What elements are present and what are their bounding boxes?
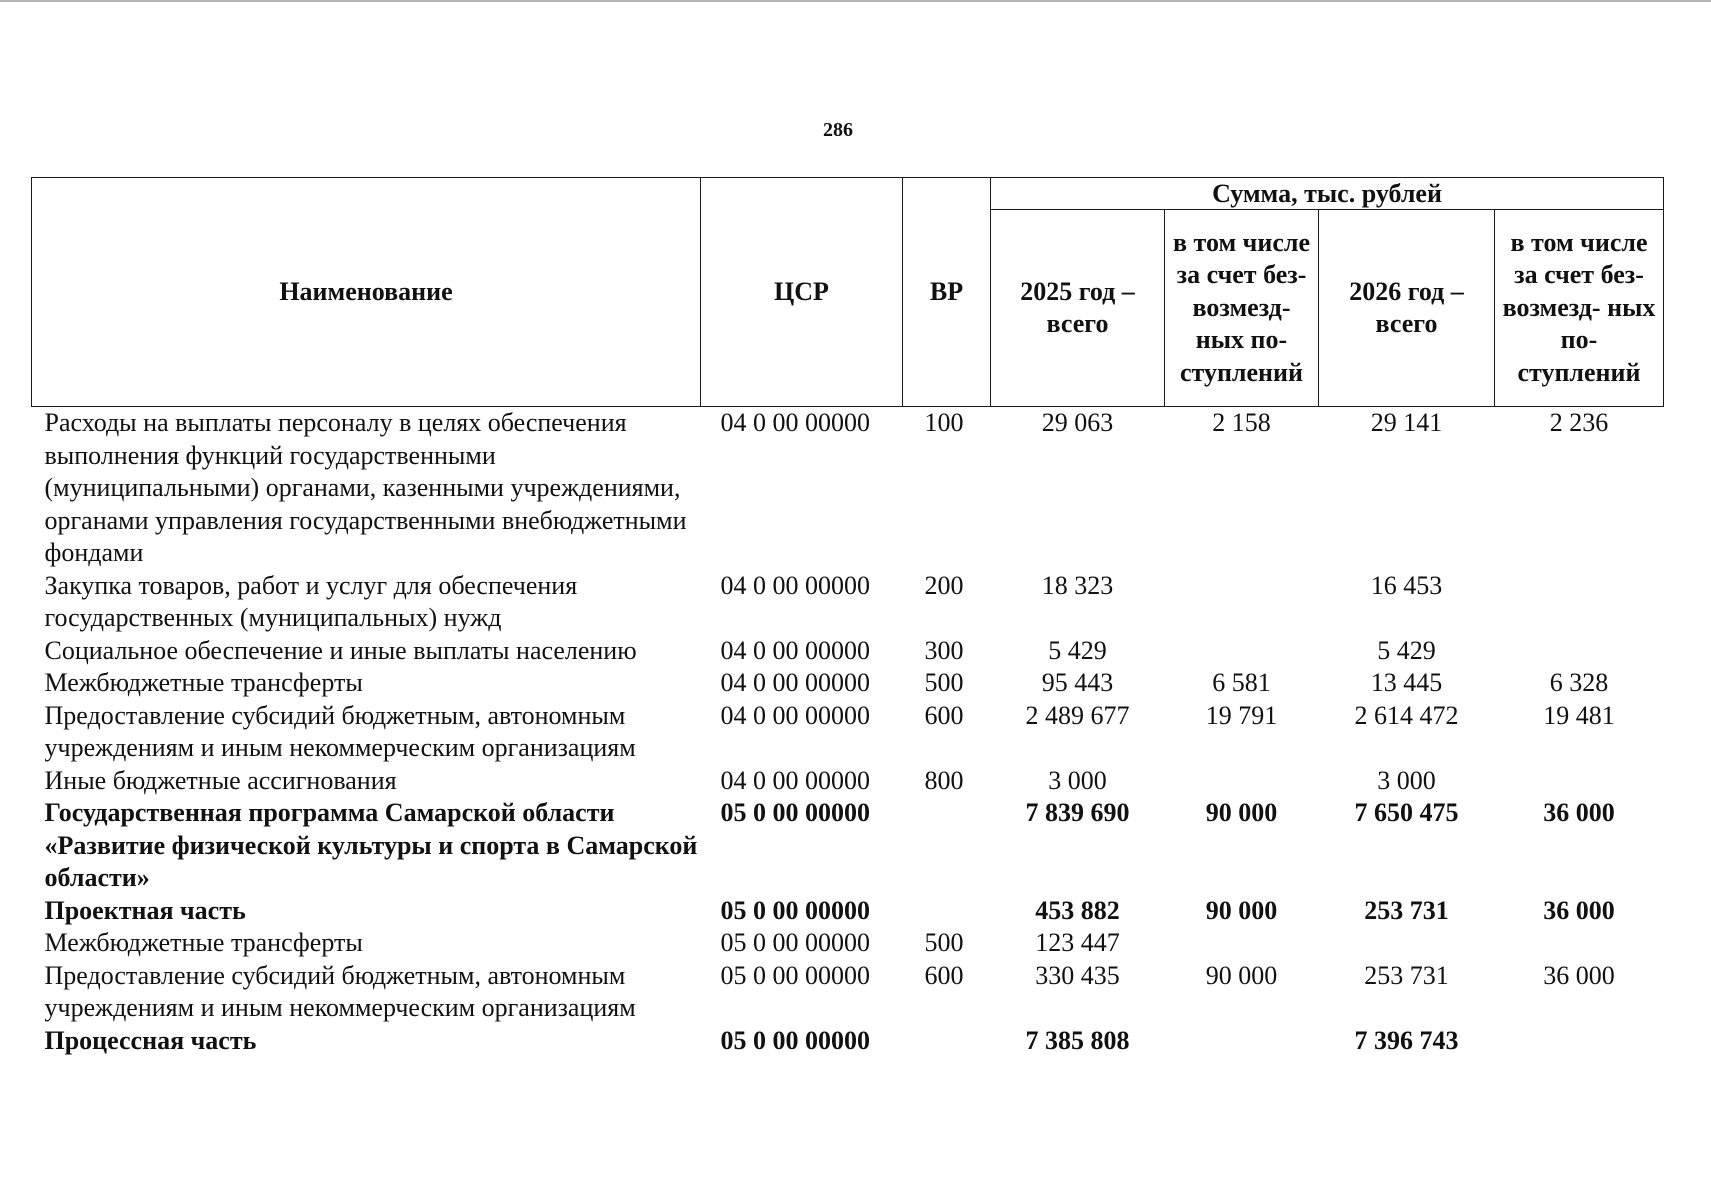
table-row [32,667,1664,700]
row-2026-free: 6 328 [1549,668,1609,697]
row-2026-free [1495,927,1664,960]
row-2025-free [1165,570,1319,635]
row-2026-free: 36 000 [1543,798,1615,827]
row-csr: 04 0 00 00000 [720,668,870,697]
row-name: Расходы на выплаты персоналу в целях обеспечения выполнения функций государственными (муниципальными) органами, казенными учреждениями, органами управления государственными внебюджетными фондами [44,408,687,567]
header-csr: ЦСР [701,178,903,407]
table-row-program [32,797,1664,895]
row-2026-total: 16 453 [1370,570,1443,600]
row-2025-total: 453 882 [1035,895,1120,925]
table-body [32,407,1664,1058]
row-2025-total: 7 839 690 [1025,798,1130,827]
table-row [32,765,1664,798]
row-2026-total: 3 000 [1377,765,1436,795]
row-2026-free: 19 481 [1543,700,1615,730]
row-2025-free: 90 000 [1205,798,1278,827]
row-2025-free: 90 000 [1205,960,1278,990]
header-name: Наименование [32,178,701,407]
row-vr: 600 [924,700,964,730]
row-csr: 04 0 00 00000 [720,765,870,795]
row-name: Закупка товаров, работ и услуг для обеспечения государственных (муниципальных) нужд [44,570,578,632]
budget-table [31,177,1664,1057]
row-2026-total: 253 731 [1364,960,1449,990]
table-row-project-part [32,895,1664,928]
row-name: Предоставление субсидий бюджетным, автономным учреждениям и иным некоммерческим организациям [44,960,636,1022]
row-2026-free [1495,1025,1664,1058]
row-2026-total: 29 141 [1370,408,1443,437]
table-row [32,700,1664,765]
row-name: Процессная часть [44,1025,257,1055]
row-2025-total: 123 447 [1035,928,1120,957]
header-vr: ВР [903,178,991,407]
row-2026-free: 36 000 [1543,895,1615,925]
row-2025-free [1165,635,1319,668]
row-vr: 200 [924,570,964,600]
table-row [32,960,1664,1025]
row-name: Государственная программа Самарской области «Развитие физической культуры и спорта в Самарской области» [44,798,698,892]
row-vr: 300 [924,635,964,665]
row-2025-free: 2 158 [1212,408,1271,437]
row-2025-total: 2 489 677 [1025,700,1130,730]
row-2025-free: 6 581 [1212,668,1271,697]
table-row [32,635,1664,668]
row-2026-total: 2 614 472 [1354,700,1459,730]
row-2025-free: 90 000 [1205,895,1278,925]
row-2025-free [1165,1025,1319,1058]
header-sum-group: Сумма, тыс. рублей [991,178,1664,210]
header-row-top [32,178,1664,210]
row-2025-total: 7 385 808 [1025,1025,1130,1055]
row-2025-total: 95 443 [1041,668,1114,697]
row-vr: 800 [924,765,964,795]
page-number: 286 [823,119,853,141]
row-name: Проектная часть [44,895,246,925]
row-name: Межбюджетные трансферты [44,928,363,957]
row-vr [903,1025,991,1058]
row-csr: 05 0 00 00000 [720,798,870,827]
row-2026-free: 36 000 [1543,960,1615,990]
row-2026-total: 5 429 [1377,635,1436,665]
header-2025-free: в том числе за счет без- возмезд- ных по- ступлений [1165,210,1319,407]
row-name: Предоставление субсидий бюджетным, автономным учреждениям и иным некоммерческим организациям [44,700,636,762]
row-csr: 04 0 00 00000 [720,700,870,730]
header-2026-free: в том числе за счет без- возмезд- ных по- ступлений [1495,210,1664,407]
table-row [32,570,1664,635]
row-vr: 500 [924,668,964,697]
row-2025-free: 19 791 [1205,700,1278,730]
row-vr [903,895,991,928]
row-csr: 04 0 00 00000 [720,570,870,600]
row-2026-free [1495,570,1664,635]
row-name: Социальное обеспечение и иные выплаты населению [44,635,637,665]
header-2025-total: 2025 год – всего [991,210,1165,407]
row-csr: 04 0 00 00000 [720,635,870,665]
row-name: Межбюджетные трансферты [44,668,363,697]
row-2026-free [1495,765,1664,798]
row-vr: 100 [924,408,964,437]
row-vr: 600 [924,960,964,990]
row-vr: 500 [924,928,964,957]
row-2025-total: 5 429 [1048,635,1107,665]
top-scan-rule [0,0,1711,2]
row-2026-total: 7 650 475 [1354,798,1459,827]
row-csr: 05 0 00 00000 [720,928,870,957]
row-2026-free [1495,635,1664,668]
row-2025-total: 29 063 [1041,408,1114,437]
row-2026-total: 253 731 [1364,895,1449,925]
row-csr: 05 0 00 00000 [720,1025,870,1055]
row-2026-total [1319,927,1495,960]
row-2025-total: 18 323 [1041,570,1114,600]
table-row [32,407,1664,570]
row-csr: 04 0 00 00000 [720,408,870,437]
row-name: Иные бюджетные ассигнования [44,765,397,795]
row-vr [903,797,991,895]
row-2026-free: 2 236 [1549,408,1609,437]
table-header [32,178,1664,407]
row-csr: 05 0 00 00000 [720,895,870,925]
row-2025-free [1165,927,1319,960]
row-2026-total: 13 445 [1370,668,1443,697]
row-2025-total: 3 000 [1048,765,1107,795]
row-csr: 05 0 00 00000 [720,960,870,990]
table-row [32,927,1664,960]
row-2026-total: 7 396 743 [1354,1025,1459,1055]
row-2025-total: 330 435 [1035,960,1120,990]
header-2026-total: 2026 год – всего [1319,210,1495,407]
table-row-process-part [32,1025,1664,1058]
row-2025-free [1165,765,1319,798]
